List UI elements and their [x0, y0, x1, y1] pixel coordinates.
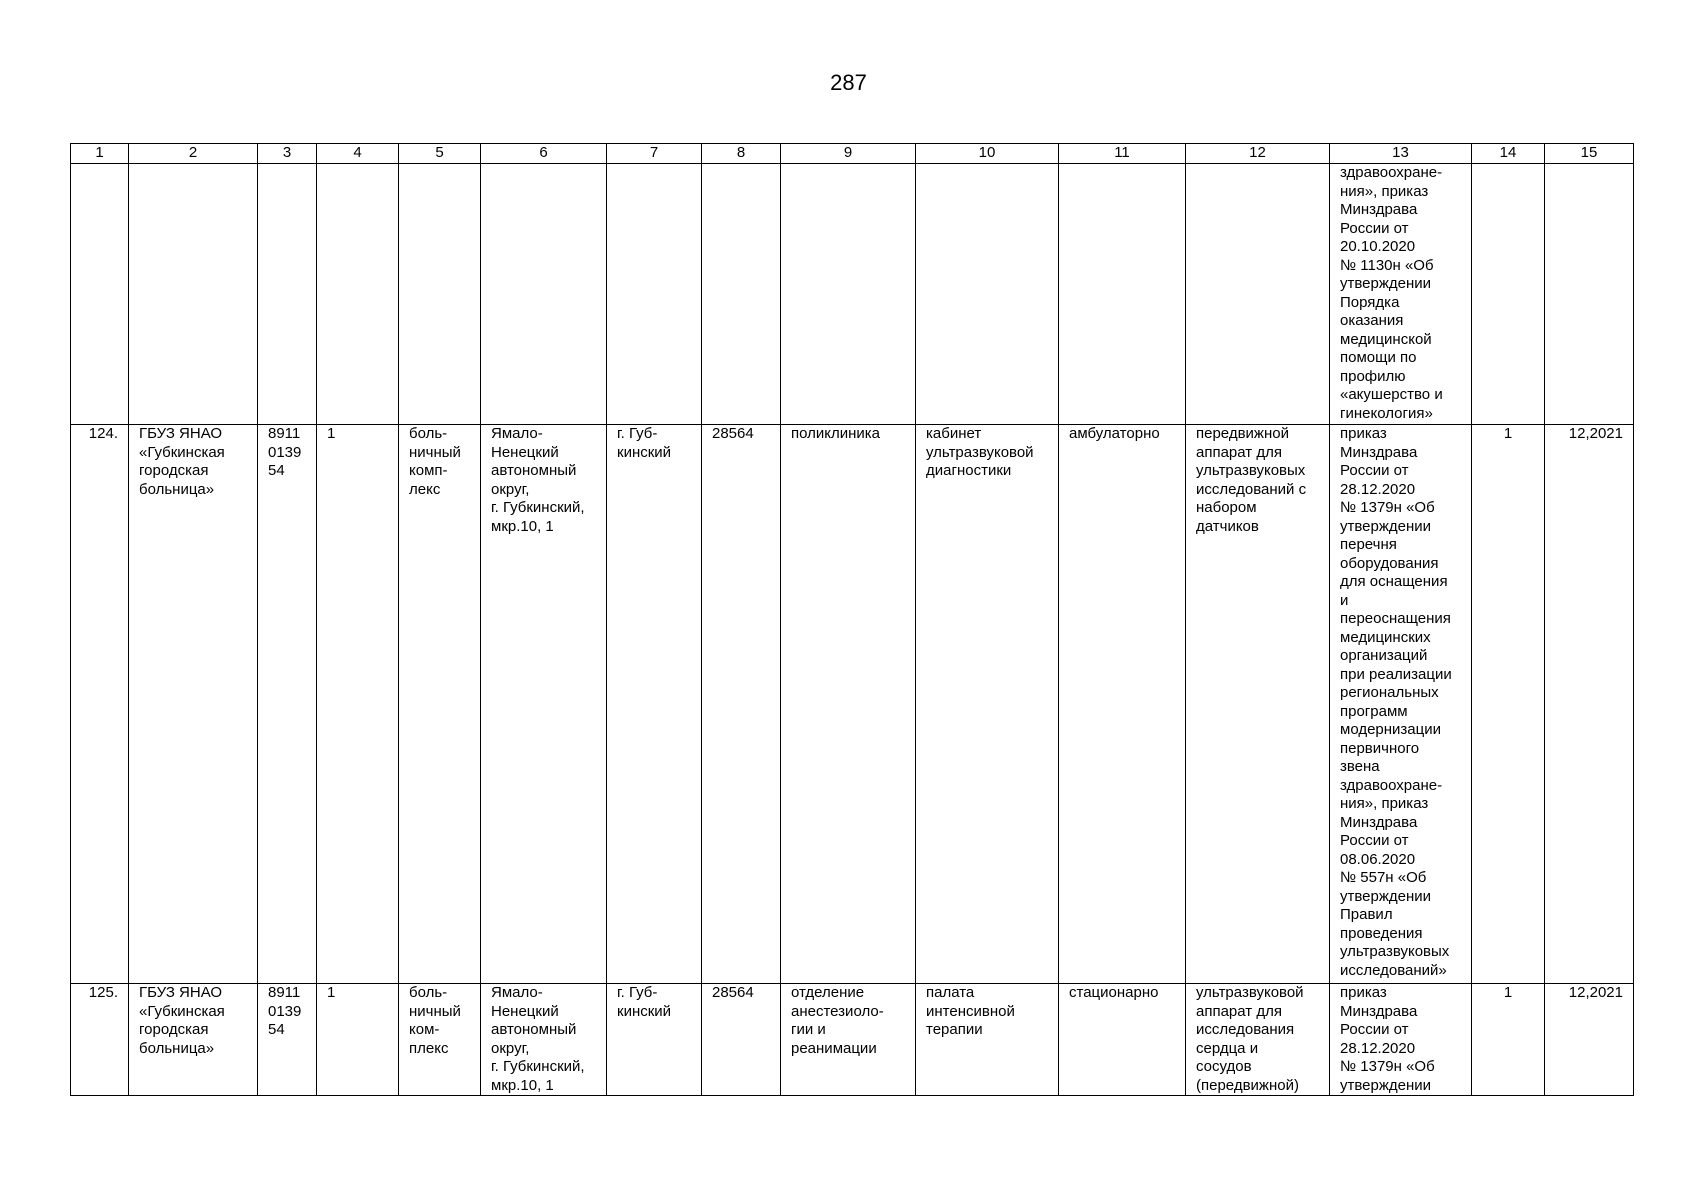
page-number: 287 [830, 70, 867, 95]
population-cell: 28564 [702, 425, 781, 984]
room-cell [916, 164, 1059, 425]
quantity-cell [1472, 164, 1545, 425]
table-row [71, 984, 1634, 1096]
quantity-cell: 1 [1472, 425, 1545, 984]
facility-type-cell: боль- ничный ком- плекс [399, 984, 481, 1096]
column-header: 2 [129, 144, 258, 164]
inn-cell: 8911 0139 54 [258, 425, 317, 984]
column-header: 11 [1059, 144, 1186, 164]
population-cell [702, 164, 781, 425]
equipment-cell: передвижной аппарат для ультразвуковых исследований с набором датчиков [1186, 425, 1330, 984]
column-header: 4 [317, 144, 399, 164]
column-header: 15 [1545, 144, 1634, 164]
inn-cell [258, 164, 317, 425]
room-cell: кабинет ультразвуковой диагностики [916, 425, 1059, 984]
row-number-cell [71, 164, 129, 425]
care-form-cell: стационарно [1059, 984, 1186, 1096]
row-number-cell: 124. [71, 425, 129, 984]
city-cell [607, 164, 702, 425]
equipment-cell [1186, 164, 1330, 425]
date-cell [1545, 164, 1634, 425]
regulation-cell: здравоохране- ния», приказ Минздрава России от 20.10.2020 № 1130н «Об утверждении Порядка оказания медицинской помощи по профилю «акушерство и гинекология» [1330, 164, 1472, 425]
address-cell: Ямало- Ненецкий автономный округ, г. Губкинский, мкр.10, 1 [481, 425, 607, 984]
department-cell [781, 164, 916, 425]
address-cell [481, 164, 607, 425]
column-header: 3 [258, 144, 317, 164]
column-header: 6 [481, 144, 607, 164]
col4-cell [317, 164, 399, 425]
facility-type-cell: боль- ничный комп- лекс [399, 425, 481, 984]
regulation-cell: приказ Минздрава России от 28.12.2020 № 1379н «Об утверждении [1330, 984, 1472, 1096]
date-cell: 12,2021 [1545, 425, 1634, 984]
address-cell: Ямало- Ненецкий автономный округ, г. Губкинский, мкр.10, 1 [481, 984, 607, 1096]
column-header: 12 [1186, 144, 1330, 164]
col4-cell: 1 [317, 984, 399, 1096]
row-number-cell: 125. [71, 984, 129, 1096]
column-header: 14 [1472, 144, 1545, 164]
facility-type-cell [399, 164, 481, 425]
care-form-cell: амбулаторно [1059, 425, 1186, 984]
city-cell: г. Губ- кинский [607, 984, 702, 1096]
date-cell: 12,2021 [1545, 984, 1634, 1096]
organization-cell: ГБУЗ ЯНАО «Губкинская городская больница» [129, 425, 258, 984]
city-cell: г. Губ- кинский [607, 425, 702, 984]
department-cell: отделение анестезиоло- гии и реанимации [781, 984, 916, 1096]
regulation-cell: приказ Минздрава России от 28.12.2020 № 1379н «Об утверждении перечня оборудования для оснащения и переоснащения медицинских организаций при реализации региональных программ модернизации первичного звена здравоохране- ния», приказ Минздрава России от 08.06.2020 № 557н «Об утверждении Правил проведения ультразвуковых исследований» [1330, 425, 1472, 984]
quantity-cell: 1 [1472, 984, 1545, 1096]
column-header: 10 [916, 144, 1059, 164]
column-number-header-row [71, 144, 1634, 164]
registry-table [70, 143, 1634, 1096]
population-cell: 28564 [702, 984, 781, 1096]
column-header: 7 [607, 144, 702, 164]
column-header: 5 [399, 144, 481, 164]
organization-cell: ГБУЗ ЯНАО «Губкинская городская больница» [129, 984, 258, 1096]
care-form-cell [1059, 164, 1186, 425]
column-header: 8 [702, 144, 781, 164]
inn-cell: 8911 0139 54 [258, 984, 317, 1096]
col4-cell: 1 [317, 425, 399, 984]
column-header: 1 [71, 144, 129, 164]
column-header: 9 [781, 144, 916, 164]
room-cell: палата интенсивной терапии [916, 984, 1059, 1096]
column-header: 13 [1330, 144, 1472, 164]
department-cell: поликлиника [781, 425, 916, 984]
table-row [71, 425, 1634, 984]
table-row [71, 164, 1634, 425]
organization-cell [129, 164, 258, 425]
equipment-cell: ультразвуковой аппарат для исследования сердца и сосудов (передвижной) [1186, 984, 1330, 1096]
